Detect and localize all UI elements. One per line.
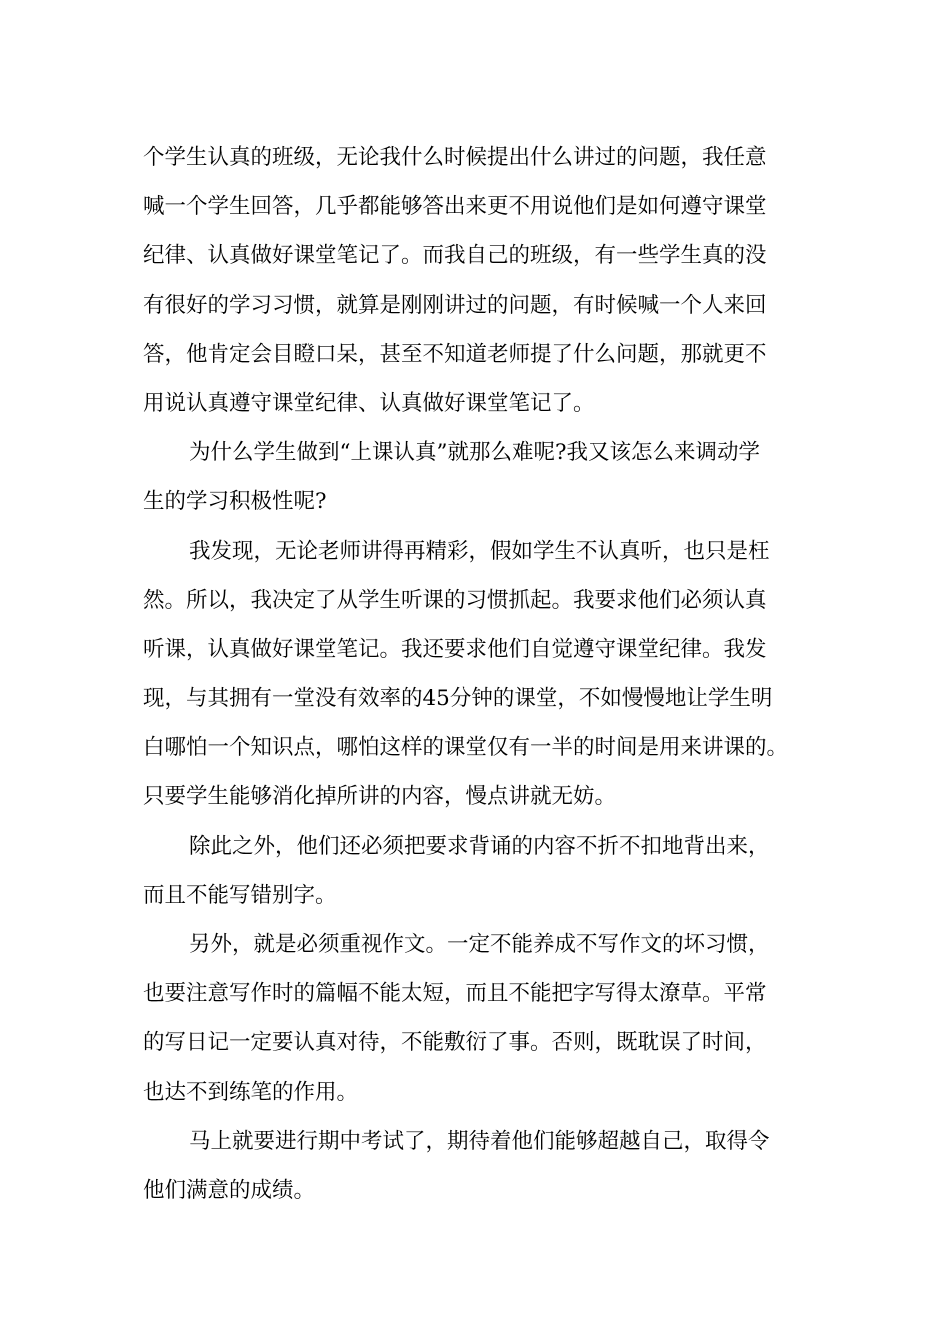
text-line: 然。所以，我决定了从学生听课的习惯抓起。我要求他们必须认真 [143, 587, 767, 613]
text-line: 也要注意写作时的篇幅不能太短，而且不能把字写得太潦草。平常 [143, 981, 767, 1007]
text-line: 而且不能写错别字。 [143, 882, 337, 908]
text-line: 纪律、认真做好课堂笔记了。而我自己的班级，有一些学生真的没 [143, 243, 767, 269]
text-line: 另外，就是必须重视作文。一定不能养成不写作文的坏习惯， [189, 932, 770, 957]
text-line: 马上就要进行期中考试了，期待着他们能够超越自己，取得令 [189, 1128, 770, 1154]
text-line: 只要学生能够消化掉所讲的内容，慢点讲就无妨。 [143, 784, 617, 810]
document-body [143, 133, 843, 1215]
text-line: 的写日记一定要认真对待，不能敷衍了事。否则，既耽误了时间， [143, 1030, 767, 1056]
text-line: 有很好的学习习惯，就算是刚刚讲过的问题，有时候喊一个人来回 [143, 292, 767, 318]
text-line: 也达不到练笔的作用。 [143, 1079, 359, 1105]
text-line: 除此之外，他们还必须把要求背诵的内容不折不扣地背出来， [189, 833, 770, 859]
text-line: 喊一个学生回答，几乎都能够答出来更不用说他们是如何遵守课堂 [143, 194, 767, 220]
text-line: 答，他肯定会目瞪口呆，甚至不知道老师提了什么问题，那就更不 [143, 341, 767, 367]
text-line: 生的学习积极性呢? [143, 489, 327, 515]
text-line: 用说认真遵守课堂纪律、认真做好课堂笔记了。 [143, 390, 595, 416]
text-line: 现，与其拥有一堂没有效率的45分钟的课堂，不如慢慢地让学生明 [143, 686, 773, 712]
text-line: 个学生认真的班级，无论我什么时候提出什么讲过的问题，我任意 [143, 145, 767, 170]
text-line: 为什么学生做到“上课认真”就那么难呢?我又该怎么来调动学 [189, 440, 761, 466]
text-line: 白哪怕一个知识点，哪怕这样的课堂仅有一半的时间是用来讲课的。 [143, 735, 789, 761]
text-line: 听课，认真做好课堂笔记。我还要求他们自觉遵守课堂纪律。我发 [143, 636, 767, 662]
text-line: 他们满意的成绩。 [143, 1177, 316, 1203]
text-line: 我发现，无论老师讲得再精彩，假如学生不认真听，也只是枉 [189, 538, 770, 564]
